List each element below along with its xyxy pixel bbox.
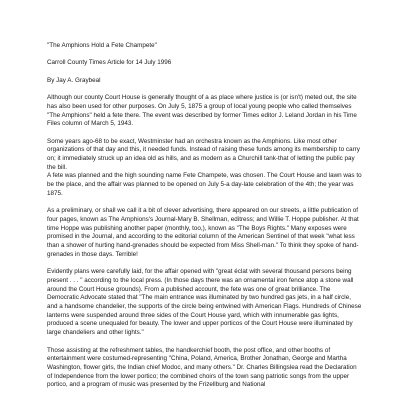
paragraph-4: As a preliminary, or shall we call it a bit of clever advertising, there appeared on our streets, a little publication of four pages, known as The Amphions's Journal-Mary B. Shellman, editress; and Willie T. Hoppe publisher. At that time Hoppe was publishing another paper (monthly, too,), known as "The Boys Rights." Many exposes were promised in the Journal, and according to the editorial column of the American Sentinel of that week "what less than a shower of hurting hand-grenades should be expected from Miss Shell-man." To think they spoke of hand-grenades in those days. Terrible!: [47, 207, 359, 258]
paragraph-5: Evidently plans were carefully laid, for the affair opened with "great éclat with several thousand persons being present . . . " according to the local press. (In those days there was an ornamental iron fence atop a stone wall around the Court House grounds). From a published account, the fete was one of great brilliance. The Democratic Advocate stated that "The main entrance was illuminated by two hundred gas jets, in a half circle, and a handsome chandelier, the supports of the circle being entwined with American Flags. Hundreds of Chinese lanterns were suspended around three sides of the Court House yard, which with innumerable gas lights, produced a scene unequaled for beauty. The lower and upper porticos of the Court House were illuminated by large chandeliers and other lights.": [47, 268, 362, 337]
article-source: Carroll County Times Article for 14 July 1996: [47, 59, 172, 67]
paragraph-3: A fete was planned and the high sounding name Fete Champete, was chosen. The Court House and lawn was to be the place, and the affair was planned to be opened on July 5-a day-late celebration of the 4th; the year was 1875.: [47, 172, 362, 197]
article-byline: By Jay A. Graybeal: [47, 76, 101, 84]
paragraph-6: Those assisting at the refreshment tables, the handkerchief booth, the post office, and other booths of entertainment were costumed-representing "China, Poland, America, Brother Jonathan, George and Martha Washington, flower girls, the Indian chief Modoc, and many others." Dr. Charles Billingslea read the Declaration of Independence from the lower portico; the combined choirs of the town sang patriotic songs from the upper portico, and a program of music was presented by the Frizellburg and National: [47, 346, 357, 389]
paragraph-1: Although our county Court House is generally thought of a as place where justice is (or isn't) meted out, the site has also been used for other purposes. On July 5, 1875 a group of local young people who called themselves "The Amphions" held a fete there. The event was described by former Times editor J. Leland Jordan in his Time Files column of March 5, 1943.: [47, 94, 357, 128]
paragraph-2: Some years ago-68 to be exact, Westminster had an orchestra known as the Amphions. Like most other organizations of that day and this, it needed funds. Instead of raising these funds among its membership to carry on; it immediately struck up an idea old as hills, and as modern as a Churchill tank-that of letting the public pay the bill.: [47, 137, 360, 171]
article-title: "The Amphions Hold a Fete Champete": [47, 42, 157, 49]
article-body: [47, 42, 363, 390]
